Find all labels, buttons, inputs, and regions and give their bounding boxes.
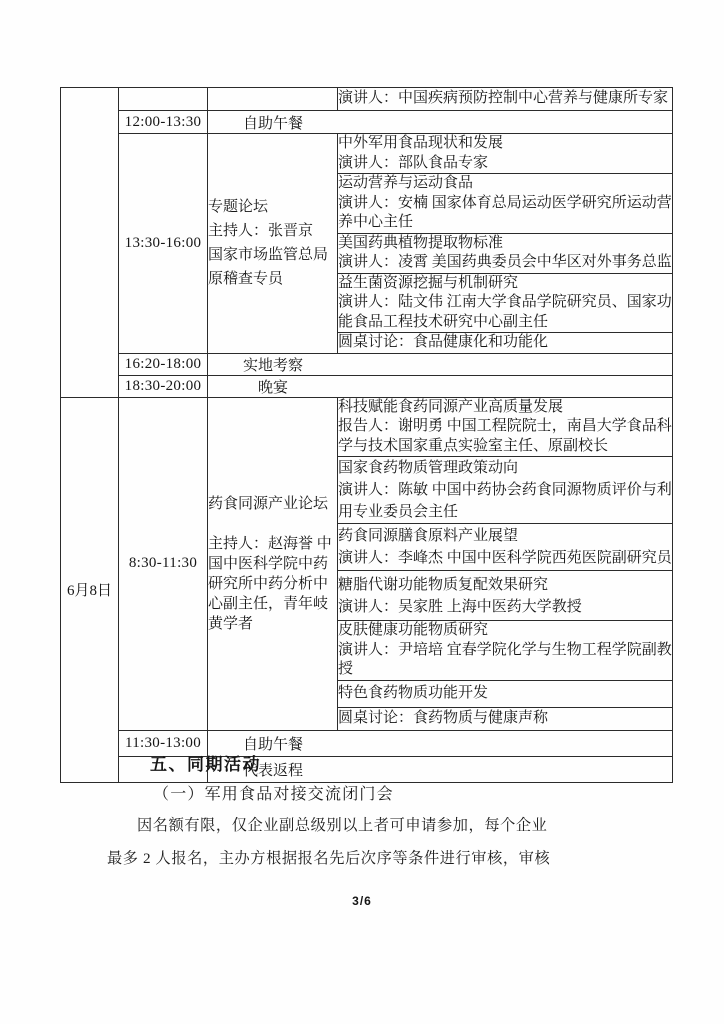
topic-cell	[338, 571, 673, 621]
topic-title: 运动营养与运动食品	[338, 175, 474, 191]
topic-title: 益生菌资源挖掘与机制研究	[338, 274, 519, 291]
activity-label: 代表返程	[242, 762, 303, 779]
spacer	[208, 514, 337, 534]
topic-title: 圆桌讨论：食品健康化和功能化	[338, 334, 549, 350]
topic-title: 科技赋能食药同源产业高质量发展	[338, 398, 564, 415]
topic-cell	[338, 134, 673, 174]
session-cell	[208, 134, 338, 354]
session-line: 主持人：张晋京	[208, 223, 314, 240]
session-line: 专题论坛	[208, 199, 269, 216]
table-row	[61, 111, 673, 134]
time-cell: 16:20-18:00	[119, 353, 208, 375]
topic-title: 糖脂代谢功能物质复配效果研究	[338, 576, 549, 593]
paragraph-line: 最多 2 人报名，主办方根据报名先后次序等条件进行审核，审核	[107, 850, 551, 867]
time-cell: 13:30-16:00	[119, 134, 208, 354]
table-row	[61, 397, 673, 457]
time-cell: 18:30-20:00	[119, 375, 208, 397]
date-cell: 6月8日	[61, 397, 119, 782]
time-cell: 8:30-11:30	[119, 397, 208, 730]
activity-label: 晚宴	[257, 379, 288, 396]
topic-title: 国家食药物质管理政策动向	[338, 460, 519, 476]
activity-label: 实地考察	[242, 357, 303, 374]
merged-cell	[208, 756, 673, 782]
speaker-line: 演讲人：尹培培 宜春学院化学与生物工程学院副教授	[338, 641, 672, 677]
section-heading: 五、同期活动	[150, 755, 261, 774]
schedule-table	[60, 87, 673, 783]
table-row	[61, 375, 673, 397]
speaker-line: 演讲人：部队食品专家	[338, 154, 489, 171]
speaker-line: 演讲人：安楠 国家体育总局运动医学研究所运动营养中心主任	[338, 194, 672, 230]
topic-cell	[338, 273, 673, 333]
topic-cell	[338, 88, 673, 111]
date-cell-empty	[61, 88, 119, 398]
merged-cell	[208, 375, 673, 397]
session-cell	[208, 397, 338, 730]
activity-label: 自助午餐	[242, 736, 303, 753]
session-line: 国家市场监管总局	[208, 247, 329, 264]
time-cell: 12:00-13:30	[119, 111, 208, 134]
time-cell-empty	[119, 88, 208, 111]
speaker-line: 演讲人：吴家胜 上海中医药大学教授	[338, 598, 582, 615]
topic-title: 圆桌讨论：食药物质与健康声称	[338, 709, 549, 726]
table-row	[61, 134, 673, 174]
topic-cell	[338, 333, 673, 354]
speaker-line: 演讲人：凌霄 美国药典委员会中华区对外事务总监	[338, 254, 672, 270]
table-row	[61, 88, 673, 111]
paragraph-line: 因名额有限，仅企业副总级别以上者可申请参加，每个企业	[137, 817, 548, 834]
time-cell: 11:30-13:00	[119, 730, 208, 756]
topic-cell	[338, 524, 673, 571]
topic-title: 药食同源膳食原料产业展望	[338, 528, 519, 544]
speaker-line: 演讲人：陈敏 中国中药协会药食同源物质评价与利用专业委员会主任	[338, 482, 672, 520]
topic-cell	[338, 397, 673, 457]
speaker-line: 演讲人：陆文伟 江南大学食品学院研究员、国家功能食品工程技术研究中心副主任	[338, 294, 672, 330]
topic-title: 中外军用食品现状和发展	[338, 135, 504, 151]
session-line: 原稽查专员	[208, 271, 284, 288]
topic-cell	[338, 680, 673, 707]
speaker-line: 报告人：谢明勇 中国工程院院士，南昌大学食品科学与技术国家重点实验室主任、原副校长	[338, 418, 672, 454]
topic-cell	[338, 707, 673, 730]
sub-heading: （一）军用食品对接交流闭门会	[153, 786, 394, 803]
table-row	[61, 353, 673, 375]
topic-cell	[338, 457, 673, 524]
speaker-line: 演讲人：中国疾病预防控制中心营养与健康所专家	[338, 90, 669, 107]
session-host: 主持人：赵海誉 中国中医科学院中药研究所中药分析中心副主任，青年岐黄学者	[208, 535, 332, 632]
topic-title: 美国药典植物提取物标准	[338, 234, 504, 251]
topic-cell	[338, 233, 673, 273]
topic-cell	[338, 621, 673, 681]
speaker-line: 演讲人：李峰杰 中国中医科学院西苑医院副研究员	[338, 550, 672, 566]
activity-label: 自助午餐	[242, 115, 303, 132]
topic-title: 特色食药物质功能开发	[338, 684, 489, 701]
topic-cell	[338, 174, 673, 234]
merged-cell	[208, 730, 673, 756]
merged-cell	[208, 111, 673, 134]
page-number: 3/6	[352, 894, 372, 908]
topic-title: 皮肤健康功能物质研究	[338, 622, 489, 638]
session-title: 药食同源产业论坛	[208, 495, 329, 512]
merged-cell	[208, 353, 673, 375]
session-cell-empty	[208, 88, 338, 111]
